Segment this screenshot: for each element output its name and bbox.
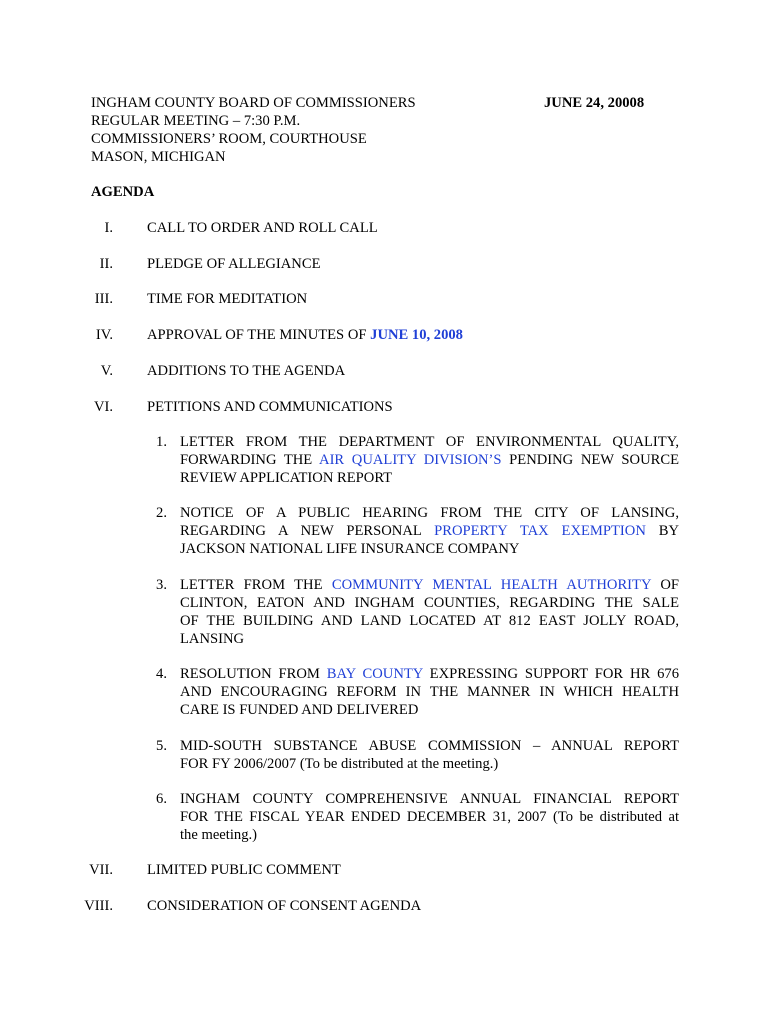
agenda-item-number: VI. <box>93 399 113 415</box>
bay-county-link[interactable]: BAY COUNTY <box>326 666 423 682</box>
petition-line: LETTER FROM THE DEPARTMENT OF ENVIRONMENTAL QUALITY, <box>180 434 679 450</box>
petition-number: 2. <box>156 505 167 521</box>
petition-line: MID-SOUTH SUBSTANCE ABUSE COMMISSION – ANNUAL REPORT <box>180 738 679 754</box>
petition-line: CLINTON, EATON AND INGHAM COUNTIES, REGARDING THE SALE <box>180 595 679 611</box>
board-name: INGHAM COUNTY BOARD OF COMMISSIONERS <box>91 95 416 111</box>
petition-line: AND ENCOURAGING REFORM IN THE MANNER IN WHICH HEALTH <box>180 684 679 700</box>
agenda-item-text: CALL TO ORDER AND ROLL CALL <box>147 220 378 236</box>
community-mental-health-link[interactable]: COMMUNITY MENTAL HEALTH AUTHORITY <box>331 577 651 593</box>
petition-line: FOR FY 2006/2007 (To be distributed at the meeting.) <box>180 756 499 772</box>
petition-number: 5. <box>156 738 167 754</box>
petition-line: the meeting.) <box>180 827 257 843</box>
petition-number: 3. <box>156 577 167 593</box>
agenda-item-number: VII. <box>89 862 113 878</box>
petition-line: LANSING <box>180 631 245 647</box>
meeting-city: MASON, MICHIGAN <box>91 149 226 165</box>
petition-line: CARE IS FUNDED AND DELIVERED <box>180 702 419 718</box>
property-tax-exemption-link[interactable]: PROPERTY TAX EXEMPTION <box>434 523 646 539</box>
meeting-room: COMMISSIONERS’ ROOM, COURTHOUSE <box>91 131 367 147</box>
agenda-item-number: IV. <box>95 327 113 343</box>
agenda-page: INGHAM COUNTY BOARD OF COMMISSIONERS REGULAR MEETING – 7:30 P.M. COMMISSIONERS’ ROOM, COURTHOUSE MASON, MICHIGAN JUNE 24, 20008 AGENDA I. CALL TO ORDER AND ROLL CALL II. PLEDGE OF ALLEGIANCE III. TIME FOR MEDITATION IV. APPROVAL OF THE MINUTES OF JUNE 10, 2008 V. ADDITIONS TO THE AGENDA VI. PETITIONS AND COMMUNICATIONS 1. LETTER FROM THE DEPARTMENT OF ENVIRONMENTAL QUALITY, FORWARDING THE AIR QUALITY DIVISION’S PENDING NEW SOURCE REVIEW APPLICATION REPORT 2. NOTICE OF A PUBLIC HEARING FROM THE CITY OF LANSING, REGARDING A NEW PERSONAL PROPERTY TAX EXEMPTION BY JACKSON NATIONAL LIFE INSURANCE COMPANY 3. LETTER FROM THE COMMUNITY MENTAL HEALTH AUTHORITY OF CLINTON, EATON AND INGHAM COUNTIES, REGARDING THE SALE OF THE BUILDING AND LAND LOCATED AT 812 EAST JOLLY ROAD, LANSING 4. RESOLUTION FROM BAY COUNTY EXPRESSING SUPPORT FOR HR 676 AND ENCOURAGING REFORM IN THE MANNER IN WHICH HEALTH CARE IS FUNDED AND DELIVERED 5. MID-SOUTH SUBSTANCE ABUSE COMMISSION – ANNUAL REPORT FOR FY 2006/2007 (To be distributed at the meeting.) 6. INGHAM COUNTY COMPREHENSIVE ANNUAL FINANCIAL REPORT FOR THE FISCAL YEAR ENDED DECEMBER 31, 2007 (To be distributed at the meeting.) VII. LIMITED PUBLIC COMMENT VIII. CONSIDERATION OF CONSENT AGENDA <box>84 95 679 914</box>
agenda-item-number: VIII. <box>84 898 113 914</box>
agenda-item-text: LIMITED PUBLIC COMMENT <box>147 862 341 878</box>
petition-line: NOTICE OF A PUBLIC HEARING FROM THE CITY OF LANSING, <box>180 505 679 521</box>
petition-number: 4. <box>156 666 167 682</box>
agenda-title: AGENDA <box>91 184 155 200</box>
agenda-item-text: TIME FOR MEDITATION <box>147 291 308 307</box>
agenda-item-text: PLEDGE OF ALLEGIANCE <box>147 256 321 272</box>
air-quality-division-link[interactable]: AIR QUALITY DIVISION’S <box>319 452 502 468</box>
agenda-item-number: I. <box>104 220 113 236</box>
agenda-item-number: II. <box>99 256 113 272</box>
agenda-item-number: III. <box>94 291 113 307</box>
petition-number: 6. <box>156 791 167 807</box>
petition-line: JACKSON NATIONAL LIFE INSURANCE COMPANY <box>180 541 520 557</box>
agenda-item-text: CONSIDERATION OF CONSENT AGENDA <box>147 898 422 914</box>
meeting-time: REGULAR MEETING – 7:30 P.M. <box>91 113 301 129</box>
meeting-date: JUNE 24, 20008 <box>544 95 645 111</box>
agenda-item-text: APPROVAL OF THE MINUTES OF <box>147 327 371 343</box>
petition-line: REVIEW APPLICATION REPORT <box>180 470 393 486</box>
petition-line: INGHAM COUNTY COMPREHENSIVE ANNUAL FINANCIAL REPORT <box>180 791 679 807</box>
minutes-link[interactable]: JUNE 10, 2008 <box>370 327 463 343</box>
petition-line: FOR THE FISCAL YEAR ENDED DECEMBER 31, 2007 (To be distributed at <box>180 809 679 825</box>
agenda-item-text: PETITIONS AND COMMUNICATIONS <box>147 399 393 415</box>
petition-line: OF THE BUILDING AND LAND LOCATED AT 812 EAST JOLLY ROAD, <box>180 613 679 629</box>
agenda-item-number: V. <box>100 363 113 379</box>
agenda-item-text: ADDITIONS TO THE AGENDA <box>147 363 346 379</box>
petition-number: 1. <box>156 434 167 450</box>
